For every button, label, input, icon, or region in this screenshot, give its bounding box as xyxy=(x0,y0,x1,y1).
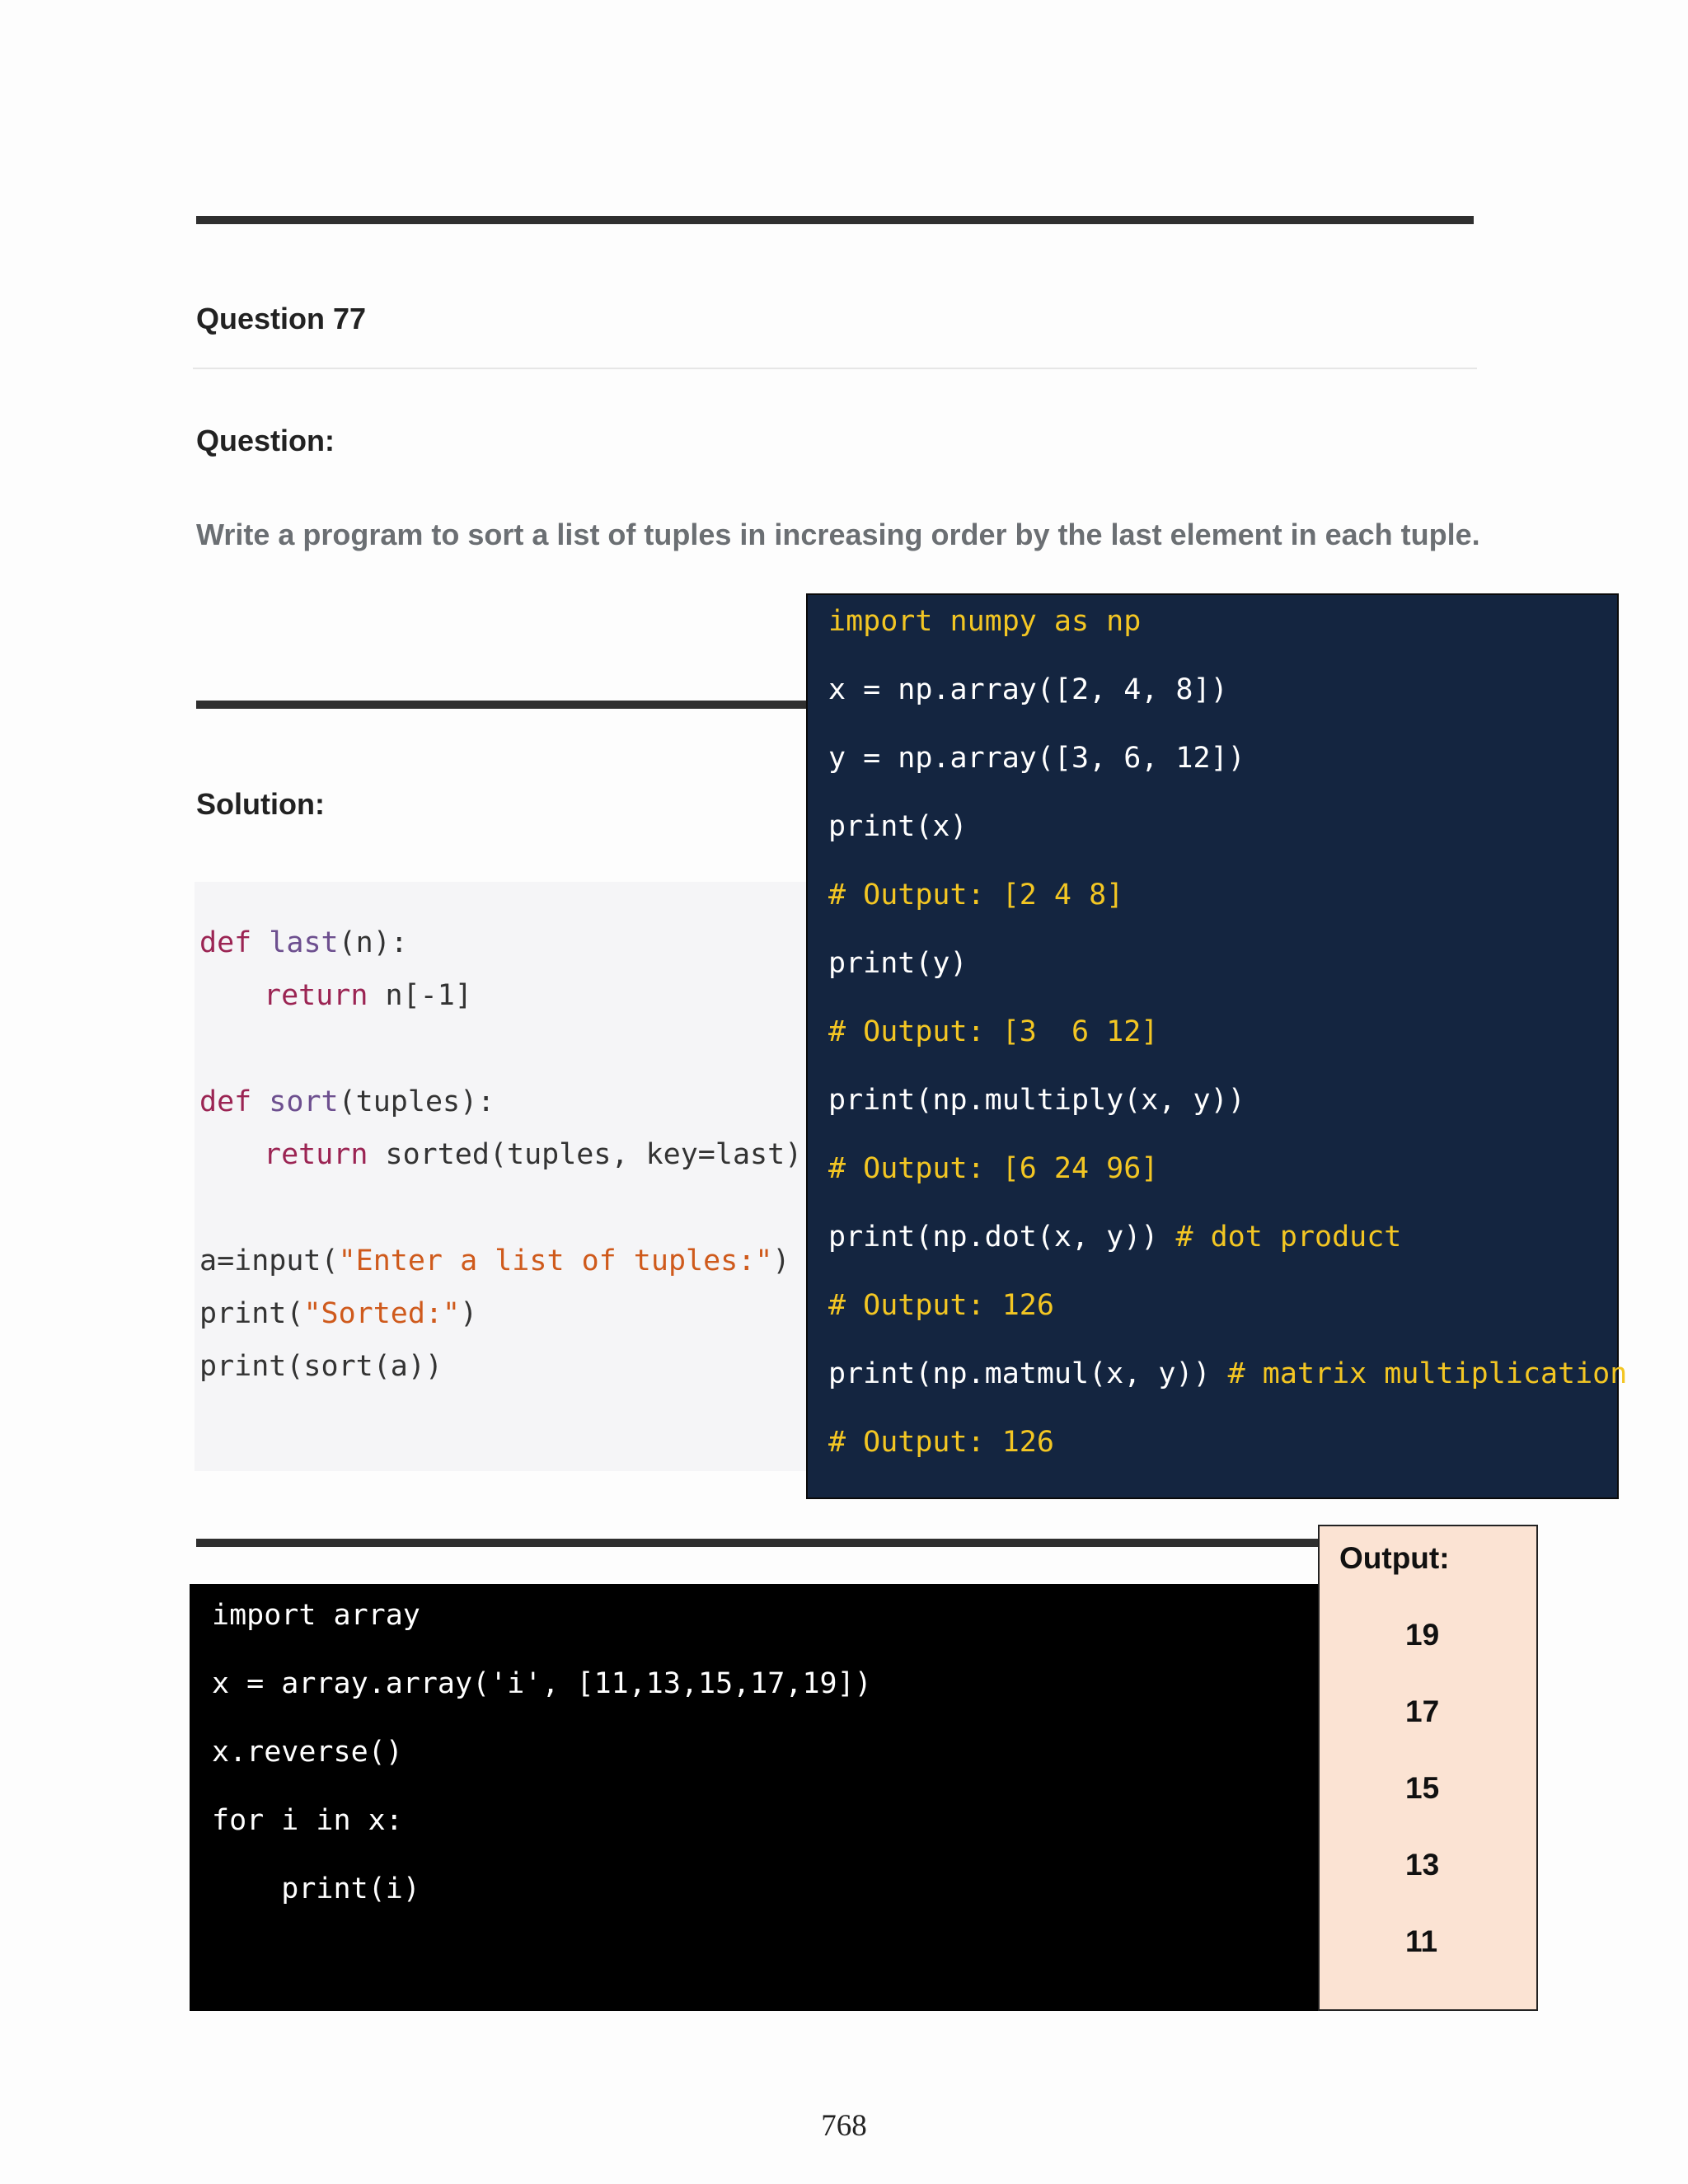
code-line: # Output: [3 6 12] xyxy=(828,1015,1159,1048)
code-line: y = np.array([3, 6, 12]) xyxy=(828,742,1245,775)
code-line: def last(n): xyxy=(199,926,408,959)
code-line: x = array.array('i', [11,13,15,17,19]) xyxy=(212,1667,872,1700)
code-line: return sorted(tuples, key=last) xyxy=(264,1138,803,1171)
header-underline xyxy=(193,368,1477,369)
code-line: return n[-1] xyxy=(264,979,472,1012)
array-code-block xyxy=(190,1584,1320,2011)
code-line: a=input("Enter a list of tuples:") xyxy=(199,1244,790,1277)
output-value: 15 xyxy=(1405,1771,1440,1805)
question-header: Question 77 xyxy=(196,302,367,335)
code-line: print(np.matmul(x, y)) # matrix multiplication xyxy=(828,1357,1628,1390)
code-line: import numpy as np xyxy=(828,605,1142,638)
code-line: print(y) xyxy=(828,947,968,980)
output-value: 17 xyxy=(1405,1694,1440,1728)
code-line: for i in x: xyxy=(212,1804,403,1837)
code-line: print(sort(a)) xyxy=(199,1350,443,1383)
lower-divider xyxy=(196,1539,1321,1547)
output-label: Output: xyxy=(1339,1541,1450,1575)
code-line: print(x) xyxy=(828,810,968,843)
solution-label: Solution: xyxy=(196,787,325,821)
code-line: print(np.multiply(x, y)) xyxy=(828,1084,1245,1117)
code-line: print(np.dot(x, y)) # dot product xyxy=(828,1221,1402,1254)
top-divider xyxy=(196,216,1474,224)
output-value: 19 xyxy=(1405,1618,1440,1652)
page-number: 768 xyxy=(821,2109,867,2143)
code-line: # Output: 126 xyxy=(828,1426,1054,1459)
code-line: # Output: [6 24 96] xyxy=(828,1152,1159,1185)
code-line: def sort(tuples): xyxy=(199,1085,495,1118)
question-text: Write a program to sort a list of tuples in increasing order by the last element in each tuple. xyxy=(196,518,1480,551)
code-line: # Output: [2 4 8] xyxy=(828,879,1124,912)
output-value: 13 xyxy=(1405,1848,1440,1882)
code-line: print("Sorted:") xyxy=(199,1297,478,1330)
middle-divider xyxy=(196,701,823,709)
code-line: print(i) xyxy=(212,1872,420,1905)
code-line: x = np.array([2, 4, 8]) xyxy=(828,673,1228,706)
code-line: import array xyxy=(212,1599,420,1632)
output-value: 11 xyxy=(1405,1924,1438,1958)
code-line: x.reverse() xyxy=(212,1736,403,1769)
question-label: Question: xyxy=(196,424,335,457)
code-line: # Output: 126 xyxy=(828,1289,1054,1322)
